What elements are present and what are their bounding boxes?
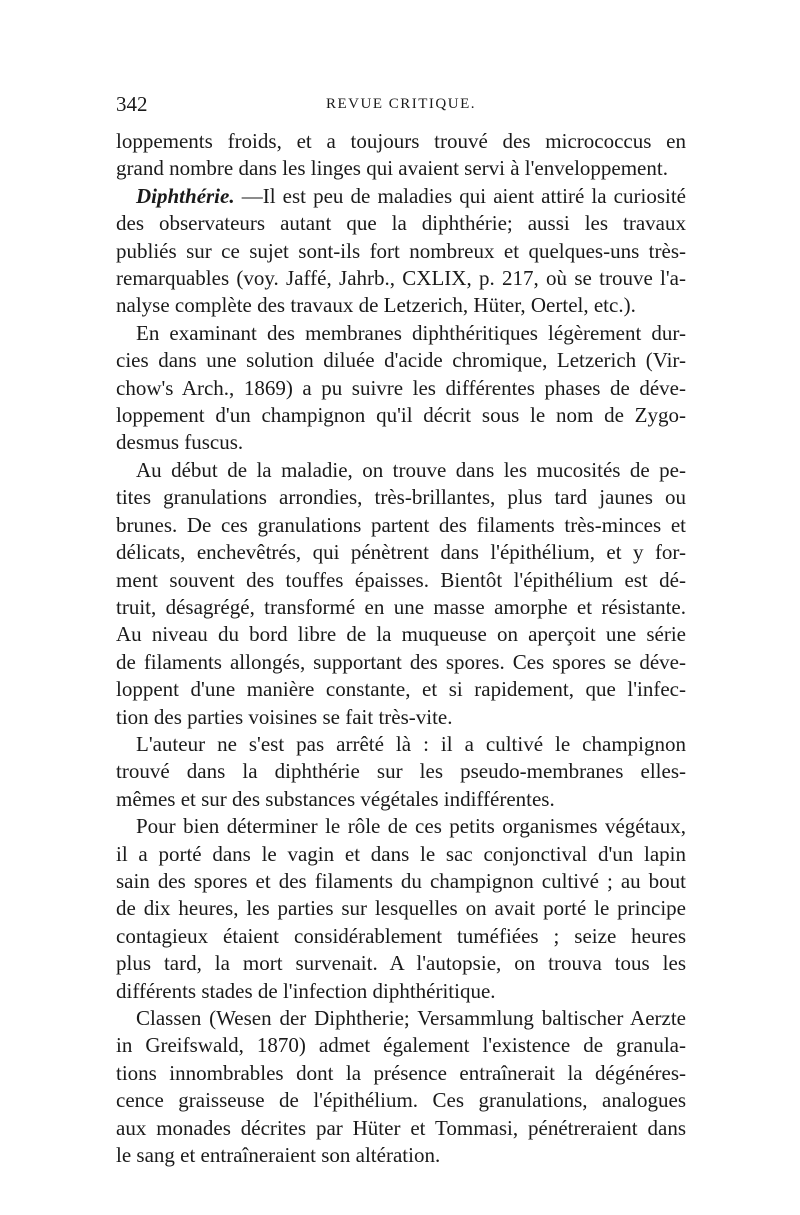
- text-line: in Greifswald, 1870) admet également l'existence de granula-: [116, 1033, 686, 1058]
- section-heading: Diphthérie.: [136, 183, 235, 208]
- text-line: aux monades décrites par Hüter et Tommasi, pénétreraient dans: [116, 1115, 686, 1140]
- text-line: remarquables (voy. Jaffé, Jahrb., CXLIX, p. 217, où se trouve l'a-: [116, 266, 686, 291]
- text-line: loppement d'un champignon qu'il décrit sous le nom de Zygo-: [116, 403, 686, 428]
- paragraph: [116, 128, 686, 183]
- text-line: En examinant des membranes diphthéritiques légèrement dur-: [136, 320, 686, 345]
- text-line: truit, désagrégé, transformé en une masse amorphe et résistante.: [116, 594, 686, 619]
- text-line: mêmes et sur des substances végétales indifférentes.: [116, 786, 555, 811]
- text-line: brunes. De ces granulations partent des filaments très-minces et: [116, 512, 686, 537]
- body-text: [116, 128, 686, 1169]
- text-line: plus tard, la mort survenait. A l'autopsie, on trouva tous les: [116, 951, 686, 976]
- text-line: cence graisseuse de l'épithélium. Ces granulations, analogues: [116, 1088, 686, 1113]
- text-span: —Il est peu de maladies qui aient attiré la curiosité: [234, 183, 686, 208]
- text-line: tites granulations arrondies, très-brillantes, plus tard jaunes ou: [116, 485, 686, 510]
- text-line: [116, 183, 686, 210]
- paragraph: [116, 183, 686, 320]
- text-line: cies dans une solution diluée d'acide chromique, Letzerich (Vir-: [116, 348, 686, 373]
- page-number: 342: [116, 92, 148, 116]
- text-line: différents stades de l'infection diphthéritique.: [116, 978, 496, 1003]
- text-line: contagieux étaient considérablement tuméfiées ; seize heures: [116, 923, 686, 948]
- paragraph: [116, 731, 686, 813]
- text-line: loppent d'une manière constante, et si rapidement, que l'infec-: [116, 677, 686, 702]
- text-line: trouvé dans la diphthérie sur les pseudo-membranes elles-: [116, 759, 686, 784]
- text-line: grand nombre dans les linges qui avaient servi à l'enveloppement.: [116, 156, 668, 181]
- paragraph: [116, 813, 686, 1005]
- text-line: des observateurs autant que la diphthérie; aussi les travaux: [116, 211, 686, 236]
- text-line: tion des parties voisines se fait très-vite.: [116, 704, 453, 729]
- paragraph: [116, 320, 686, 457]
- text-line: délicats, enchevêtrés, qui pénètrent dans l'épithélium, et y for-: [116, 540, 686, 565]
- text-line: loppements froids, et a toujours trouvé des micrococcus en: [116, 129, 686, 153]
- text-line: tions innombrables dont la présence entraînerait la dégénéres-: [116, 1060, 686, 1085]
- text-line: il a porté dans le vagin et dans le sac conjonctival d'un lapin: [116, 841, 686, 866]
- text-line: desmus fuscus.: [116, 430, 244, 455]
- text-line: L'auteur ne s'est pas arrêté là : il a cultivé le champignon: [136, 731, 686, 756]
- text-line: nalyse complète des travaux de Letzerich, Hüter, Oertel, etc.).: [116, 293, 636, 318]
- text-line: Au début de la maladie, on trouve dans les mucosités de pe-: [136, 457, 686, 482]
- text-line: Pour bien déterminer le rôle de ces petits organismes végétaux,: [136, 814, 686, 839]
- text-line: de dix heures, les parties sur lesquelles on avait porté le principe: [116, 896, 686, 921]
- page-header: [116, 92, 686, 132]
- text-line: ment souvent des touffes épaisses. Bientôt l'épithélium est dé-: [116, 567, 686, 592]
- text-line: Au niveau du bord libre de la muqueuse on aperçoit une série: [116, 622, 686, 647]
- text-line: Classen (Wesen der Diphtherie; Versammlung baltischer Aerzte: [136, 1006, 686, 1030]
- text-line: publiés sur ce sujet sont-ils fort nombreux et quelques-uns très-: [116, 238, 686, 263]
- text-line: sain des spores et des filaments du champignon cultivé ; au bout: [116, 868, 686, 893]
- paragraph: [116, 457, 686, 731]
- document-page: [116, 92, 686, 1169]
- text-line: de filaments allongés, supportant des spores. Ces spores se déve-: [116, 649, 686, 674]
- paragraph: [116, 1005, 686, 1169]
- text-line: chow's Arch., 1869) a pu suivre les différentes phases de déve-: [116, 375, 686, 400]
- running-head: REVUE CRITIQUE.: [326, 96, 476, 112]
- text-line: le sang et entraîneraient son altération.: [116, 1143, 441, 1168]
